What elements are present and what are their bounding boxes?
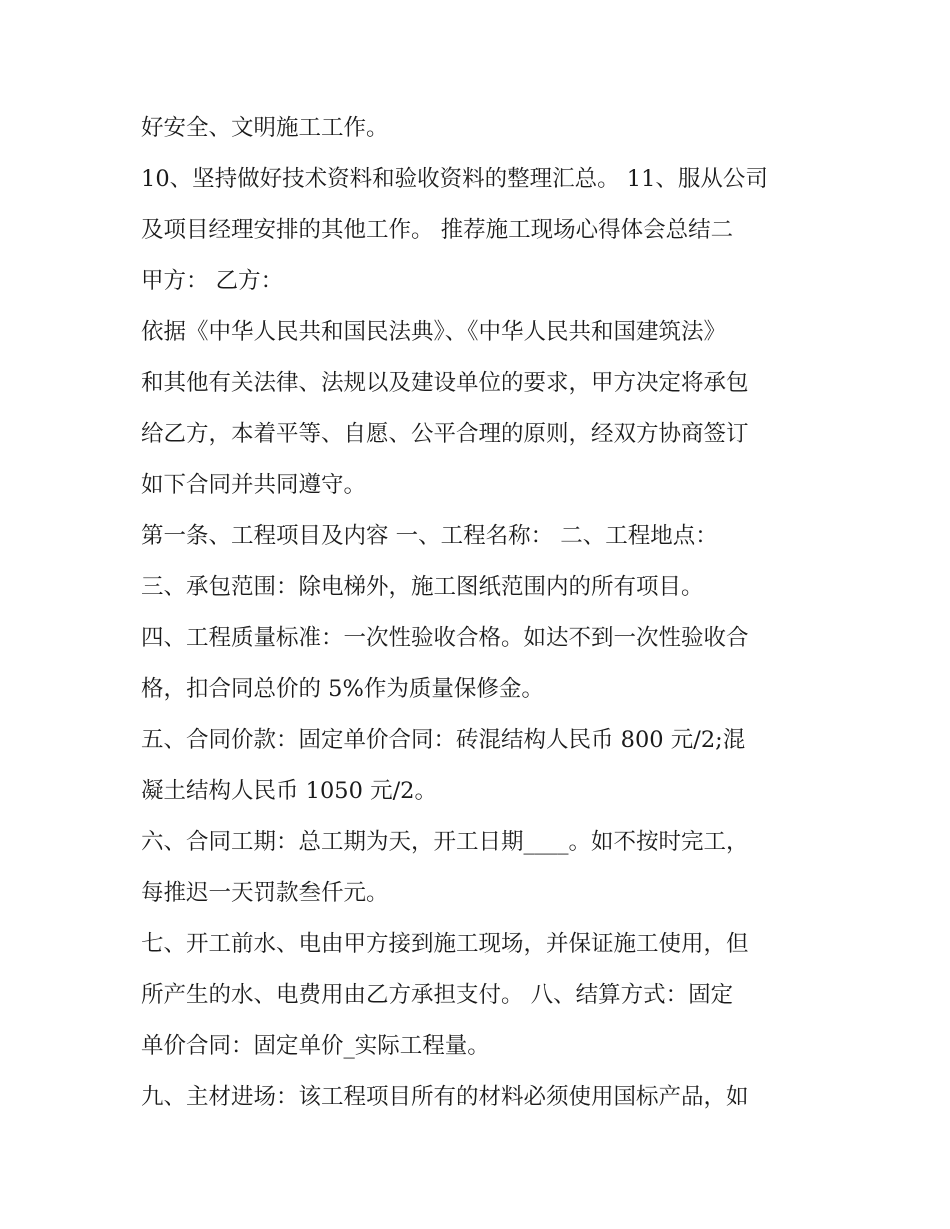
text-line: 六、合同工期：总工期为天，开工日期____。如不按时完工， bbox=[141, 829, 749, 855]
text-line: 七、开工前水、电由甲方接到施工现场，并保证施工使用，但 bbox=[141, 931, 749, 957]
text-line: 格，扣合同总价的 5%作为质量保修金。 bbox=[141, 676, 544, 702]
text-line: 给乙方，本着平等、自愿、公平合理的原则，经双方协商签订 bbox=[141, 421, 749, 447]
text-line: 和其他有关法律、法规以及建设单位的要求，甲方决定将承包 bbox=[141, 370, 749, 396]
text-line: 所产生的水、电费用由乙方承担支付。 八、结算方式：固定 bbox=[141, 982, 734, 1008]
text-line: 凝土结构人民币 1050 元/2。 bbox=[141, 778, 437, 804]
text-line: 10、坚持做好技术资料和验收资料的整理汇总。 11、服从公司 bbox=[141, 166, 768, 192]
text-line: 九、主材进场：该工程项目所有的材料必须使用国标产品，如 bbox=[141, 1084, 749, 1110]
text-line: 好安全、文明施工工作。 bbox=[141, 115, 389, 141]
text-line: 三、承包范围：除电梯外，施工图纸范围内的所有项目。 bbox=[141, 574, 704, 600]
text-line: 及项目经理安排的其他工作。 推荐施工现场心得体会总结二 bbox=[141, 217, 734, 243]
text-line: 第一条、工程项目及内容 一、工程名称： 二、工程地点： bbox=[141, 523, 718, 549]
text-line: 五、合同价款：固定单价合同：砖混结构人民币 800 元/2;混 bbox=[141, 727, 746, 753]
text-line: 依据《中华人民共和国民法典》、《中华人民共和国建筑法》 bbox=[141, 319, 727, 345]
text-line: 甲方： 乙方： bbox=[141, 268, 284, 294]
contract-text bbox=[141, 108, 821, 1128]
text-line: 四、工程质量标准：一次性验收合格。如达不到一次性验收合 bbox=[141, 625, 749, 651]
text-line: 如下合同并共同遵守。 bbox=[141, 472, 367, 498]
text-line: 单价合同：固定单价_实际工程量。 bbox=[141, 1033, 490, 1059]
text-line: 每推迟一天罚款叁仟元。 bbox=[141, 880, 389, 906]
